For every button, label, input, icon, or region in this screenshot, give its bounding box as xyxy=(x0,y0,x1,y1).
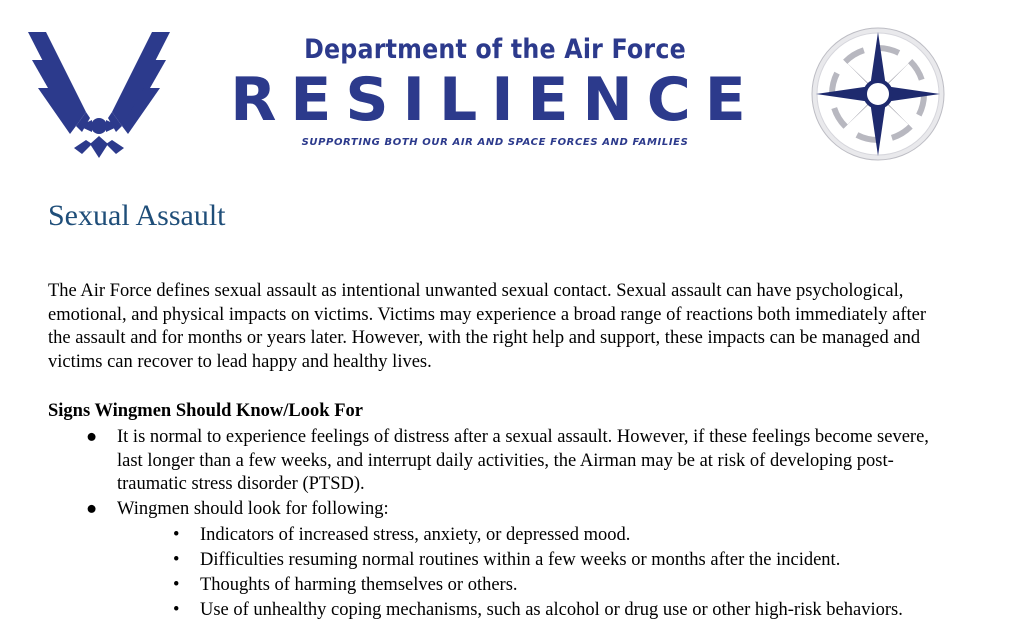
bullet-icon: • xyxy=(173,525,180,545)
header-banner xyxy=(0,0,1015,175)
sub-list-item-text: Indicators of increased stress, anxiety, or depressed mood. xyxy=(200,525,631,545)
sub-list-item xyxy=(117,598,947,623)
compass-star-icon xyxy=(808,27,948,161)
sub-list-item xyxy=(117,523,947,548)
sub-list-item-text: Thoughts of harming themselves or others. xyxy=(200,575,518,595)
list-item xyxy=(48,426,947,497)
list-item-text: It is normal to experience feelings of distress after a sexual assault. However, if these feelings become severe, last longer than a few weeks, and interrupt daily activities, the Airman may be at risk of developing post-traumatic stress disorder (PTSD). xyxy=(117,427,929,494)
page-title: Sexual Assault xyxy=(48,199,226,232)
signs-heading: Signs Wingmen Should Know/Look For xyxy=(48,401,363,421)
title-block xyxy=(205,34,785,154)
brand-wordmark: RESILIENCE xyxy=(230,65,760,135)
department-title: Department of the Air Force xyxy=(304,34,686,65)
bullet-icon: • xyxy=(173,600,180,620)
sub-list-item-text: Use of unhealthy coping mechanisms, such as alcohol or drug use or other high-risk behaviors. xyxy=(200,600,903,620)
sub-list-item-text: Difficulties resuming normal routines within a few weeks or months after the incident. xyxy=(200,550,841,570)
sub-list xyxy=(117,523,947,623)
signs-list xyxy=(48,426,1008,623)
sub-list-item xyxy=(117,548,947,573)
bullet-icon: ● xyxy=(86,498,98,519)
tagline: SUPPORTING BOTH OUR AIR AND SPACE FORCES AND FAMILIES xyxy=(301,137,689,148)
bullet-icon: • xyxy=(173,550,180,570)
sub-list-item xyxy=(117,573,947,598)
bullet-icon: ● xyxy=(86,427,98,447)
list-item xyxy=(48,498,947,624)
intro-paragraph: The Air Force defines sexual assault as intentional unwanted sexual contact. Sexual assault can have psychological, emotional, and physical impacts on victims. Victims may experience a broad range of reactions both immediately after the assault and for months or years later. However, with the right help and support, these impacts can be managed and victims can recover to lead happy and healthy lives. xyxy=(48,281,927,372)
list-item-text: Wingmen should look for following: xyxy=(117,498,389,519)
air-force-wings-icon xyxy=(24,30,174,160)
bullet-icon: • xyxy=(173,575,180,595)
